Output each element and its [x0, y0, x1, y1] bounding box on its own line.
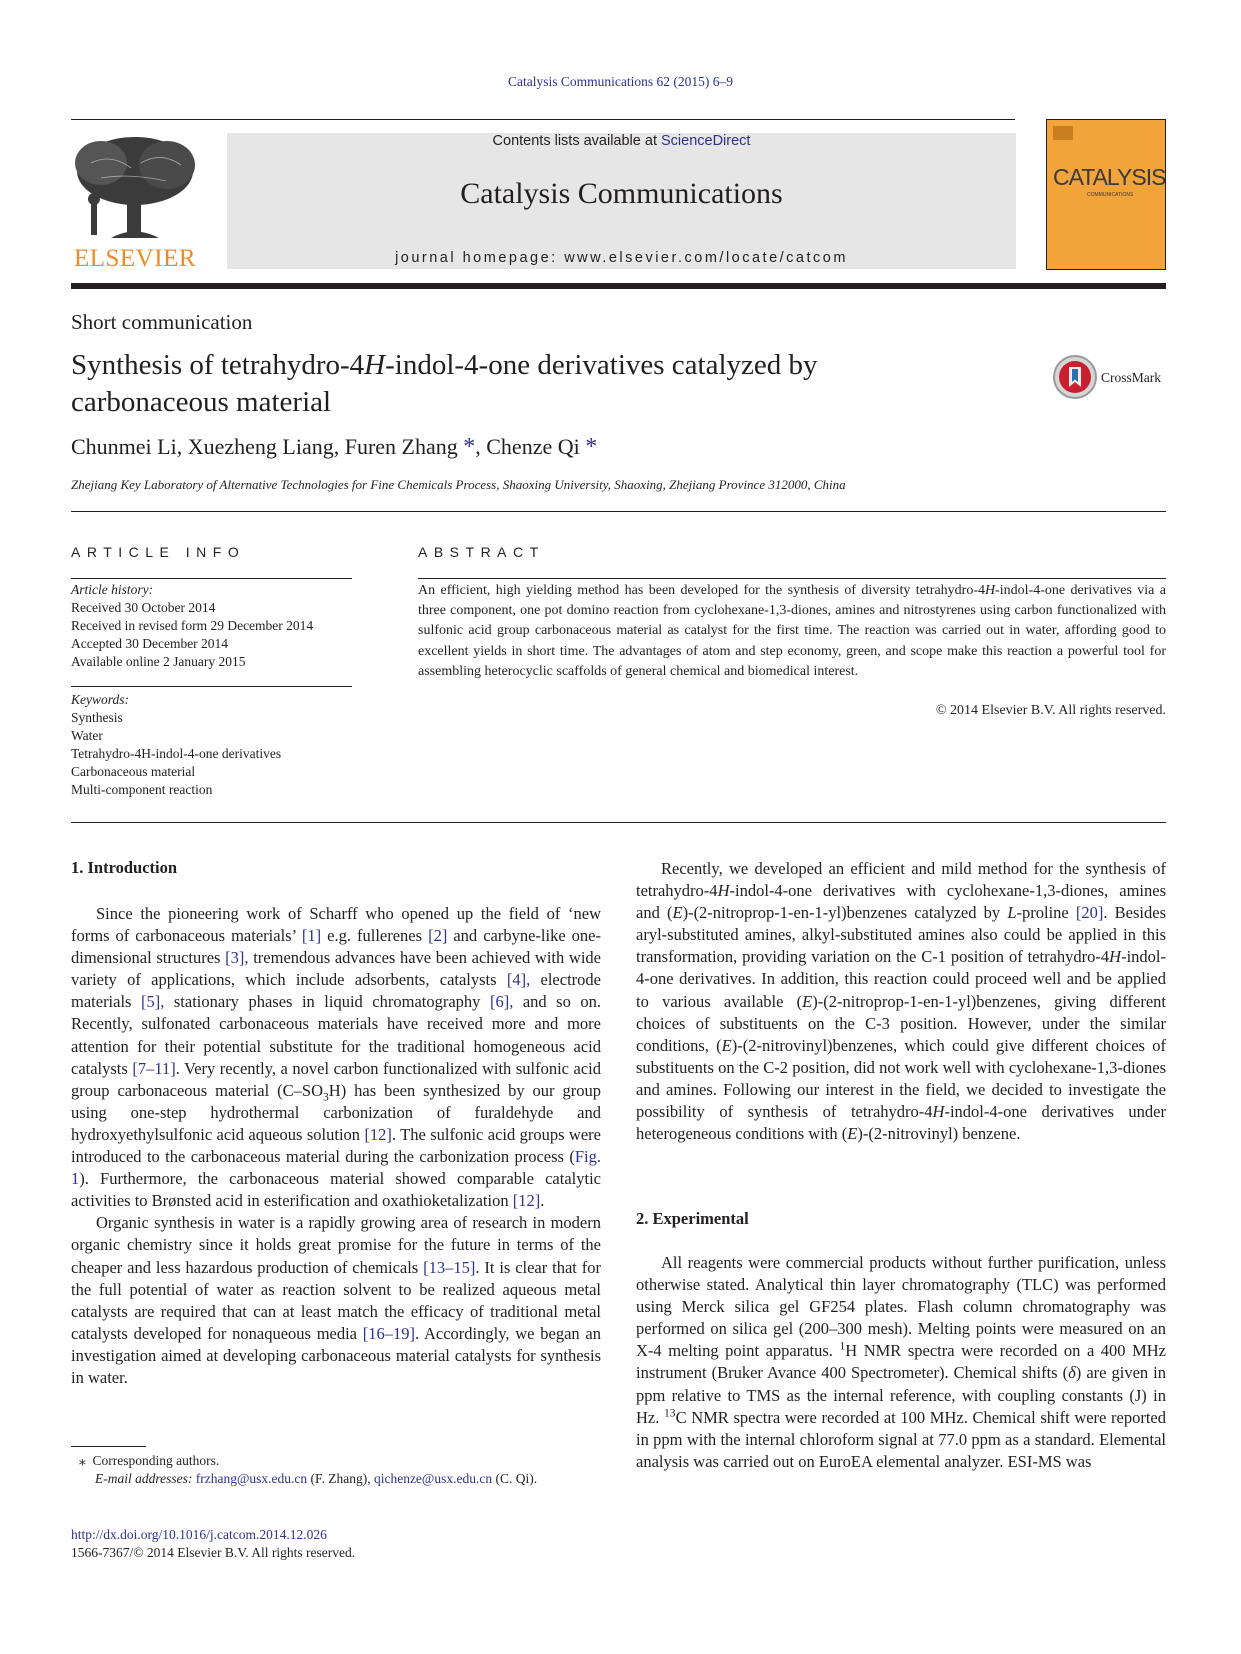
text: -indol-4-one derivatives with cyclohexane-1,3-diones, amines and ( — [636, 881, 1166, 923]
text: . It is clear that for the full potential of water as reaction solvent to be realized aqueous metal catalysts are required that can at least match the efficacy of traditional metal catalysts developed for nonaqueous media — [71, 1257, 601, 1343]
history-item: Received in revised form 29 December 2014 — [71, 618, 314, 633]
text: and so on. Recently, sulfonated carbonaceous materials have received more and more attention for their potential substitute for the traditional homogeneous acid catalysts — [71, 992, 601, 1078]
author-list — [71, 434, 597, 461]
divider — [71, 822, 1166, 823]
citation-link[interactable]: [2] — [428, 926, 448, 946]
abstract-text — [418, 581, 1166, 682]
footnote — [71, 1452, 537, 1488]
header-rule — [71, 119, 1015, 120]
superscript: 13 — [664, 1407, 676, 1420]
divider — [71, 578, 352, 579]
divider — [418, 578, 1166, 579]
paragraph — [71, 903, 601, 1212]
citation-link[interactable]: [6], — [489, 992, 514, 1012]
contents-prefix: Contents lists available at — [492, 133, 661, 149]
italic: L — [1007, 903, 1017, 923]
journal-banner — [227, 133, 1016, 269]
article-type: Short communication — [71, 310, 253, 334]
history-label: Article history: — [71, 582, 154, 597]
footnote-text: Corresponding authors. — [92, 1453, 220, 1468]
crossmark-icon — [1052, 354, 1098, 400]
text: C NMR spectra were recorded at 100 MHz. Chemical shift were reported in ppm with the internal chloroform signal at 77.0 ppm as a standard. Elemental analysis was carried out on EuroEA elemental analyzer. ESI-MS was — [636, 1407, 1166, 1471]
keyword: Synthesis — [71, 710, 123, 725]
keyword: Tetrahydro-4H-indol-4-one derivatives — [71, 746, 282, 761]
right-column-cont — [636, 1252, 1166, 1473]
header-thick-rule — [71, 283, 1166, 289]
history-item: Accepted 30 December 2014 — [71, 636, 229, 651]
italic: H — [1109, 947, 1122, 967]
intro-heading: 1. Introduction — [71, 858, 178, 877]
text: H NMR spectra were recorded on a 400 MHz instrument (Bruker Avance 400 Spectrometer). Chemical shifts ( — [636, 1341, 1166, 1383]
abstract-italic: H — [985, 583, 996, 598]
cover-title: CATALYSIS — [1053, 164, 1166, 190]
text: . The sulfonic acid groups were introduced to the carbonaceous material during the carbonization process ( — [71, 1124, 601, 1167]
text: )-(2-nitroprop-1-en-1-yl)benzenes, giving different choices of substituents on the C-3 position. However, under the similar conditions, ( — [636, 991, 1166, 1055]
elsevier-tree-icon — [71, 133, 199, 245]
text: . Besides aryl-substituted amines, alkyl-substituted amines also could be applied in this transformation, providing variation on the C-1 position of tetrahydro-4 — [636, 903, 1166, 967]
footnote-rule — [71, 1446, 146, 1447]
text: . — [540, 1191, 545, 1211]
running-head: Catalysis Communications 62 (2015) 6–9 — [508, 74, 733, 89]
elsevier-logo — [71, 133, 199, 273]
authors-part: , Chenze Qi — [475, 434, 586, 459]
experimental-heading: 2. Experimental — [636, 1209, 749, 1228]
subscript: 3 — [323, 1091, 329, 1104]
italic: E — [672, 903, 683, 923]
journal-cover[interactable] — [1046, 119, 1166, 270]
cover-subtitle: COMMUNICATIONS — [1087, 192, 1134, 198]
title-part: -indol-4-one derivatives catalyzed by — [385, 349, 818, 381]
citation-link[interactable]: [20] — [1075, 903, 1104, 923]
crossmark-badge[interactable] — [1052, 354, 1102, 398]
citation-link[interactable]: [13–15] — [423, 1257, 476, 1277]
elsevier-wordmark: ELSEVIER — [73, 245, 197, 272]
keyword: Water — [71, 728, 103, 743]
title-part: Synthesis of tetrahydro-4 — [71, 349, 365, 381]
article-history — [71, 581, 313, 671]
text: H) has been synthesized by our group using one-step hydrothermal carbonization of furaldehyde and hydroxyethylsulfonic acid aqueous solution — [71, 1080, 601, 1144]
title-italic: H — [364, 349, 386, 381]
citation-link[interactable]: [4], — [506, 970, 531, 990]
text: tremendous advances have been achieved with wide variety of applications, which include adsorbents, catalysts — [71, 948, 601, 990]
paragraph — [636, 1252, 1166, 1473]
divider — [71, 511, 1166, 512]
corresponding-star[interactable]: * — [463, 434, 476, 460]
italic: H — [932, 1102, 945, 1122]
abstract-part: An efficient, high yielding method has been developed for the synthesis of diversity tetrahydro-4 — [418, 583, 985, 598]
citation-link[interactable]: [7–11] — [132, 1058, 176, 1078]
text: -proline — [1016, 903, 1076, 923]
journal-title: Catalysis Communications — [460, 177, 783, 210]
email-link[interactable]: qichenze@usx.edu.cn — [373, 1471, 493, 1486]
paragraph — [71, 1212, 601, 1389]
text: electrode materials — [71, 970, 601, 1012]
cover-logo-icon — [1053, 126, 1073, 140]
text: stationary phases in liquid chromatography — [164, 992, 490, 1012]
footnote-star: ⁎ — [79, 1453, 86, 1468]
email-label: E-mail addresses: — [95, 1471, 193, 1486]
abstract-heading: ABSTRACT — [418, 544, 545, 560]
abstract-part: -indol-4-one derivatives via a three component, one pot domino reaction from cyclohexane-1,3-diones, amines and nitrostyrenes using carbon functionalized with sulfonic acid group carbonaceous material as catalyst for the first time. The reaction was carried out in water, affording good to excellent yields in short time. The advantages of atom and step economy, green, and scope make this reaction a powerful tool for assembling heterocyclic scaffolds of general chemical and biomedical interest. — [418, 583, 1166, 679]
italic: E — [802, 991, 813, 1011]
footnote-text: (F. Zhang), — [307, 1471, 374, 1486]
citation-link[interactable]: [12] — [512, 1191, 541, 1211]
italic: E — [847, 1124, 858, 1144]
text: ). Furthermore, the carbonaceous material showed comparable catalytic activities to Brønsted acid in esterification and oxathioketalization — [71, 1169, 601, 1211]
italic: δ — [1068, 1363, 1076, 1383]
doi-link[interactable]: http://dx.doi.org/10.1016/j.catcom.2014.12.026 — [71, 1527, 327, 1542]
article-title — [71, 347, 951, 421]
title-part: carbonaceous material — [71, 386, 332, 418]
citation-link[interactable]: [3], — [225, 948, 249, 968]
journal-homepage[interactable]: journal homepage: www.elsevier.com/locate/catcom — [395, 250, 848, 266]
text: )-(2-nitrovinyl) benzene. — [857, 1124, 1021, 1144]
italic: E — [721, 1035, 732, 1055]
text: ) are given in ppm relative to TMS as the internal reference, with coupling constants (J) in Hz. — [636, 1363, 1166, 1427]
left-column — [71, 903, 601, 1389]
text: . Very recently, a novel carbon functionalized with sulfonic acid group carbonaceous material (C–SO — [71, 1058, 601, 1100]
text: Since the pioneering work of Scharff who opened up the field of ‘new forms of carbonaceous materials’ — [71, 904, 601, 946]
corresponding-star[interactable]: * — [585, 434, 598, 460]
text: )-(2-nitrovinyl)benzenes, which could give different choices of substituents on the C-2 position, did not work well with cyclohexane-1,3-diones and amines. Following our interest in the field, we decided to investigate the possibility of synthesis of tetrahydro-4 — [636, 1035, 1166, 1122]
text: . Accordingly, we began an investigation aimed at developing carbonaceous material catalysts for synthesis in water. — [71, 1323, 601, 1387]
footnote-text: (C. Qi). — [492, 1471, 538, 1486]
sciencedirect-link[interactable]: ScienceDirect — [661, 133, 751, 149]
abstract-copyright: © 2014 Elsevier B.V. All rights reserved. — [935, 703, 1166, 718]
crossmark-label[interactable]: CrossMark — [1101, 370, 1161, 385]
keyword: Carbonaceous material — [71, 764, 196, 779]
paragraph — [636, 858, 1166, 1145]
text: -indol-4-one derivatives under heterogeneous conditions with ( — [636, 1102, 1166, 1144]
article-info-heading: ARTICLE INFO — [71, 544, 246, 560]
text: Recently, we developed an efficient and mild method for the synthesis of tetrahydro-4 — [636, 859, 1166, 901]
text: All reagents were commercial products without further purification, unless otherwise stated. Analytical thin layer chromatography (TLC) was performed using Merck silica gel GF254 plates. Flash column chromatography was performed on silica gel (200–300 mesh). Melting points were measured on an X-4 melting point apparatus. — [636, 1253, 1166, 1361]
page-footer — [71, 1526, 355, 1562]
history-item: Received 30 October 2014 — [71, 600, 216, 615]
italic: H — [717, 881, 730, 901]
citation-link[interactable]: [1] — [301, 926, 322, 946]
affiliation: Zhejiang Key Laboratory of Alternative Technologies for Fine Chemicals Process, Shaoxing University, Shaoxing, Zhejiang Province 312000, China — [71, 477, 846, 492]
text: )-(2-nitroprop-1-en-1-yl)benzenes catalyzed by — [682, 903, 1008, 923]
citation-link[interactable]: [16–19] — [362, 1323, 416, 1343]
email-link[interactable]: frzhang@usx.edu.cn — [195, 1471, 308, 1486]
keyword: Multi-component reaction — [71, 782, 213, 797]
divider — [71, 686, 352, 687]
figure-link[interactable]: Fig. 1 — [71, 1147, 601, 1189]
text: Organic synthesis in water is a rapidly growing area of research in modern organic chemistry since it holds great promise for the future in terms of the cheaper and less hazardous production of chemicals — [71, 1213, 601, 1277]
right-column — [636, 858, 1166, 1145]
contents-line — [227, 133, 1016, 149]
history-item: Available online 2 January 2015 — [71, 654, 246, 669]
text: e.g. fullerenes — [321, 926, 429, 946]
citation-link[interactable]: [12] — [364, 1124, 392, 1144]
text: -indol-4-one derivatives. In addition, this reaction could proceed well and be applied to various available ( — [636, 947, 1166, 1011]
text: and carbyne-like one-dimensional structures — [71, 926, 602, 968]
superscript: 1 — [839, 1340, 846, 1353]
issn-line: 1566-7367/© 2014 Elsevier B.V. All rights reserved. — [71, 1545, 356, 1560]
keywords-label: Keywords: — [71, 692, 129, 707]
authors-part: Chunmei Li, Xuezheng Liang, Furen Zhang — [71, 434, 464, 459]
keywords — [71, 691, 281, 799]
citation-link[interactable]: [5], — [140, 992, 165, 1012]
